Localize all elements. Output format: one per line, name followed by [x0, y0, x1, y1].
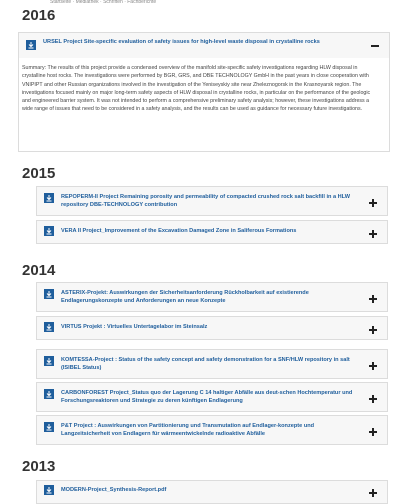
document-item[interactable]	[36, 415, 388, 445]
document-item[interactable]	[36, 316, 388, 340]
download-icon	[44, 422, 54, 432]
year-heading: 2014	[22, 262, 56, 279]
plus-icon[interactable]	[369, 295, 377, 303]
document-item[interactable]	[36, 480, 388, 504]
document-title[interactable]: MODERN-Project_Synthesis-Report.pdf	[61, 487, 167, 493]
document-item[interactable]	[36, 382, 388, 412]
plus-icon[interactable]	[369, 362, 377, 370]
download-icon	[44, 226, 54, 236]
download-icon	[44, 485, 54, 495]
document-summary: Summary: The results of this project provide a condensed overview of the manifold site-specific safety investigations regarding HLW disposal in crystalline host rocks. The investigations were performed by BGR, GRS, and DBE TECHNOLOGY GmbH in the past years in close cooperation with VNIPIPT and other Russian organizations involved in the investigation of the Yeniseyskiy site near Zheleznogorsk in the Krasnoyarsk region. The investigations focused mainly on major long-term safety aspects of HLW disposal in crystalline rocks, in particular on the performance of the geologic and engineered barrier system. It was not intended to perform a comprehensive preliminary safety analysis; however, these investigations address a wide range of issues that need to be considered in a safety analysis, and the results can be used as guidance for necessary future investigations.	[22, 65, 371, 113]
document-item[interactable]	[18, 32, 390, 59]
year-heading: 2016	[22, 7, 56, 24]
download-icon	[44, 389, 54, 399]
download-icon	[44, 322, 54, 332]
year-heading: 2015	[22, 165, 56, 182]
document-item[interactable]	[36, 349, 388, 379]
plus-icon[interactable]	[369, 395, 377, 403]
download-icon	[44, 356, 54, 366]
document-title[interactable]: ASTERIX-Projekt: Auswirkungen der Sicherheitsanforderung Rückholbarkeit auf existierende Endlagerungskonzepte und Anforderungen an neue Konzepte	[61, 290, 309, 304]
document-title[interactable]: P&T Project : Auswirkungen von Partitionierung und Transmutation auf Endlager-konzepte und Langzeitsicherheit von Endlagern für wärmeentwickelnde radioaktive Abfälle	[61, 423, 315, 437]
document-item[interactable]	[36, 282, 388, 312]
plus-icon[interactable]	[369, 326, 377, 334]
document-title[interactable]: VIRTUS Projekt : Virtuelles Untertagelabor im Steinsalz	[61, 324, 208, 330]
document-title[interactable]: VERA II Project_Improvement of the Excavation Damaged Zone in Saliferous Formations	[61, 228, 297, 234]
year-heading: 2013	[22, 458, 56, 475]
plus-icon[interactable]	[369, 489, 377, 497]
document-title[interactable]: URSEL Project Site-specific evaluation of safety issues for high-level waste disposal in crystalline rocks	[43, 39, 320, 45]
document-item[interactable]	[36, 186, 388, 216]
minus-icon[interactable]	[371, 42, 379, 50]
document-title[interactable]: KOMTESSA-Project : Status of the safety concept and safety demonstration for a SNF/HLW repository in salt (ISIBEL Status)	[61, 357, 350, 371]
document-title[interactable]: CARBONFOREST Project_Status quo der Lagerung C 14 haltiger Abfälle aus deut-schen Hochtemperatur und Forschungsreaktoren und Strategie zu deren künftigen Endlagerung	[61, 390, 353, 404]
breadcrumb: Startseite · Mediathek · Schriften · Fachberichte	[50, 0, 157, 4]
download-icon	[26, 40, 36, 50]
download-icon	[44, 289, 54, 299]
document-title[interactable]: REPOPERM-II Project Remaining porosity and permeability of compacted crushed rock salt backfill in a HLW repository DBE-TECHNOLOGY contribution	[61, 194, 351, 208]
plus-icon[interactable]	[369, 199, 377, 207]
plus-icon[interactable]	[369, 230, 377, 238]
plus-icon[interactable]	[369, 428, 377, 436]
document-item[interactable]	[36, 220, 388, 244]
download-icon	[44, 193, 54, 203]
